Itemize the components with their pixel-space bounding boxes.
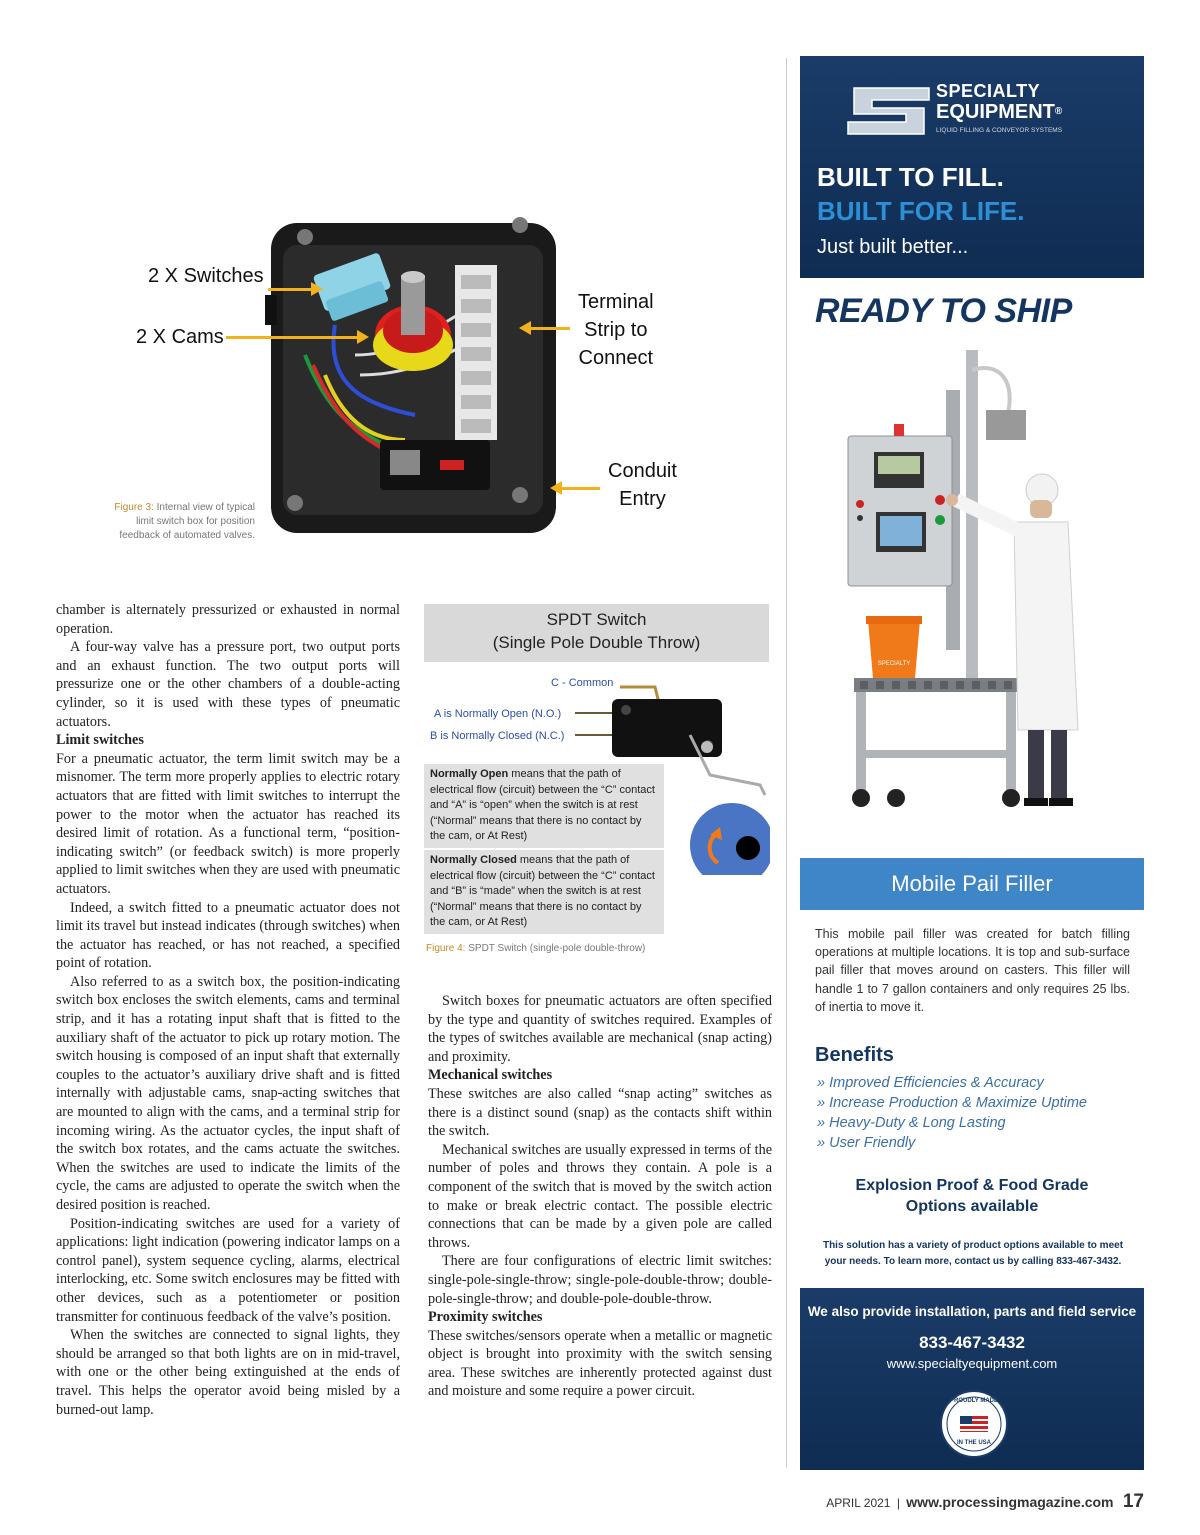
paragraph: Switch boxes for pneumatic actuators are often specified by the type and quantity of switches required. Examples of the types of switches available are mechanical (snap acting) and proximity. (428, 993, 772, 1065)
paragraph: These switches are also called “snap acting” switches as there is a distinct sound (snap) as the contacts shift within the switch. (428, 1085, 772, 1140)
label-normally-closed: B is Normally Closed (N.C.) (430, 730, 565, 742)
ad-phone[interactable]: 833-467-3432 (919, 1333, 1025, 1352)
mobile-pail-filler-photo (846, 350, 1086, 812)
pail-label: SPECIALTY (877, 661, 911, 667)
label-cams: 2 X Cams (136, 326, 224, 348)
article-column-2 (428, 992, 772, 1401)
subheading-mechanical-switches: Mechanical switches (428, 1067, 553, 1084)
headline-built-to-fill: BUILT TO FILL. (817, 162, 1004, 192)
page-number: 17 (1122, 1491, 1144, 1512)
paragraph: These switches/sensors operate when a metallic or magnetic object is brought into proximity with the switch sensing area. These switches are inherently protected against dust and moisture and some require a power circuit. (428, 1327, 772, 1400)
normally-closed-box: Normally Closed means that the path of electrical flow (circuit) between the “C” contact and “B” is “made” when the switch is at rest (“Normal” means that there is no contact by the cam, or At Rest) (424, 850, 664, 934)
label-switches: 2 X Switches (148, 265, 264, 287)
spdt-title-box (424, 604, 769, 662)
limit-switch-box-photo (265, 205, 565, 545)
normally-open-box: Normally Open means that the path of electrical flow (circuit) between the “C” contact and “A” is “open” when the switch is at rest (“Normal” means that there is no contact by the cam, or At Rest) (424, 764, 664, 848)
footer-separator: | (896, 1496, 900, 1510)
contact-note: This solution has a variety of product options available to meet your needs. To learn more, contact us by calling 833-467-3432. (822, 1240, 1124, 1267)
figure-3-caption: Figure 3: Internal view of typical limit switch box for position feedback of automated valves. (114, 502, 255, 541)
seal-bottom-text: IN THE USA (956, 1440, 991, 1446)
ready-to-ship: READY TO SHIP (815, 292, 1072, 330)
arrow-conduit-entry (555, 487, 600, 490)
ad-bottom-banner (800, 1288, 1144, 1470)
magazine-website[interactable]: www.processingmagazine.com (906, 1494, 1114, 1510)
made-in-usa-seal-icon (940, 1390, 1008, 1458)
page-footer (826, 1491, 1144, 1513)
seal-top-text: PROUDLY MADE (949, 1398, 998, 1404)
issue-date: APRIL 2021 (826, 1496, 891, 1510)
benefit-item: » Heavy-Duty & Long Lasting (817, 1115, 1006, 1131)
ad-divider (786, 58, 787, 1468)
arrow-switches (268, 288, 318, 291)
arrow-terminal-strip (524, 327, 570, 330)
headline-built-for-life: BUILT FOR LIFE. (817, 196, 1025, 226)
product-title-bar: Mobile Pail Filler (800, 858, 1144, 910)
paragraph: Mechanical switches are usually expressed in terms of the number of poles and throws they contain. A pole is a component of the switch that is moved by the switch action to make or break electric contact. The possible electric connections that can be made by a given pole are called throws. (428, 1141, 772, 1251)
spdt-title: SPDT Switch (546, 610, 647, 629)
ad-website[interactable]: www.specialtyequipment.com (886, 1356, 1058, 1371)
arrow-cams (226, 336, 364, 339)
paragraph: For a pneumatic actuator, the term limit switch may be a misnomer. The term more properly applies to electric rotary actuators that are fitted with limit switches to interrupt the power to the motor when the actuator has reached its desired limit of rotation. As a functional term, “position-indicating switch” (or feedback switch) is more properly applied to limit switches when they are used with pneumatic actuators. (56, 750, 400, 897)
paragraph: A four-way valve has a pressure port, two output ports and an exhaust function. The two output ports will pressurize one or the other chambers of a double-acting cylinder, so it is used with these types of pneumatic actuators. (56, 639, 400, 730)
label-conduit-entry: Conduit Entry (608, 460, 677, 510)
brand-name-line2: EQUIPMENT® (936, 101, 1063, 123)
benefit-item: » Increase Production & Maximize Uptime (817, 1095, 1087, 1111)
label-common: C - Common (551, 677, 614, 689)
label-normally-open: A is Normally Open (N.O.) (434, 708, 562, 720)
article-column-1 (56, 601, 400, 1419)
benefits-list (817, 1073, 1087, 1153)
paragraph: Position-indicating switches are used for a variety of applications: light indication (powering indicator lamps on a control panel), system sequence cycling, alarms, electrical interlocking, etc. Some switch enclosures may be fitted with other devices, such as a potentiometer or position transmitter for continuous feedback of the valve’s position. (56, 1215, 400, 1325)
benefit-item: » User Friendly (817, 1135, 916, 1151)
service-line: We also provide installation, parts and field service (807, 1304, 1137, 1319)
options-available: Explosion Proof & Food Grade Options available (855, 1177, 1089, 1215)
benefits-heading: Benefits (815, 1044, 894, 1066)
paragraph: Indeed, a switch fitted to a pneumatic actuator does not limit its travel but instead indicates (through switches) when the actuator has reached, or has not reached, a specified point of rotation. (56, 899, 400, 972)
spdt-subtitle: (Single Pole Double Throw) (492, 633, 701, 652)
product-description: This mobile pail filler was created for batch filling operations at multiple locations. It is top and sub-surface pail filler that moves around on casters. This filler will handle 1 to 7 gallon containers and only requires 25 lbs. of inertia to move it. (815, 927, 1130, 1014)
ad-top-banner (800, 56, 1144, 278)
subheading-proximity-switches: Proximity switches (428, 1309, 543, 1326)
label-terminal-strip: Terminal Strip to Connect (578, 291, 654, 369)
paragraph: Also referred to as a switch box, the position-indicating switch box encloses the switch elements, cams and terminal strip, and it has a rotating input shaft that is fitted to the auxiliary shaft of the actuator to pick up rotary motion. The switch housing is composed of an input shaft that externally couples to the actuator’s auxiliary drive shaft and is fitted internally with adjustable cams, snap-acting switches that are mounted to align with the cams, and a terminal strip for incoming wiring. As the actuator cycles, the input shaft of the switch box rotates, and the cams actuate the switches. When the switches are used to indicate the limits of the cycle, the cams are adjusted to operate the switch when the desired position is reached. (56, 973, 400, 1213)
brand-tagline: LIQUID FILLING & CONVEYOR SYSTEMS (936, 127, 1063, 134)
brand-name-line1: SPECIALTY (936, 81, 1041, 101)
paragraph: chamber is alternately pressurized or exhausted in normal operation. (56, 602, 400, 637)
paragraph: When the switches are connected to signal lights, they should be arranged so that both lights are on in mid-travel, with one or the other being extinguished at the ends of travel. This helps the operator avoid being misled by a burned-out lamp. (56, 1327, 400, 1418)
paragraph: There are four configurations of electric limit switches: single-pole-single-throw; single-pole-double-throw; double-pole-single-throw; and double-pole-double-throw. (428, 1253, 772, 1307)
ad-subheadline: Just built better... (817, 236, 969, 258)
benefit-item: » Improved Efficiencies & Accuracy (817, 1075, 1044, 1091)
figure-4-caption: Figure 4: SPDT Switch (single-pole double-throw) (426, 943, 646, 954)
subheading-limit-switches: Limit switches (56, 732, 144, 749)
specialty-equipment-logo-icon (844, 80, 934, 140)
